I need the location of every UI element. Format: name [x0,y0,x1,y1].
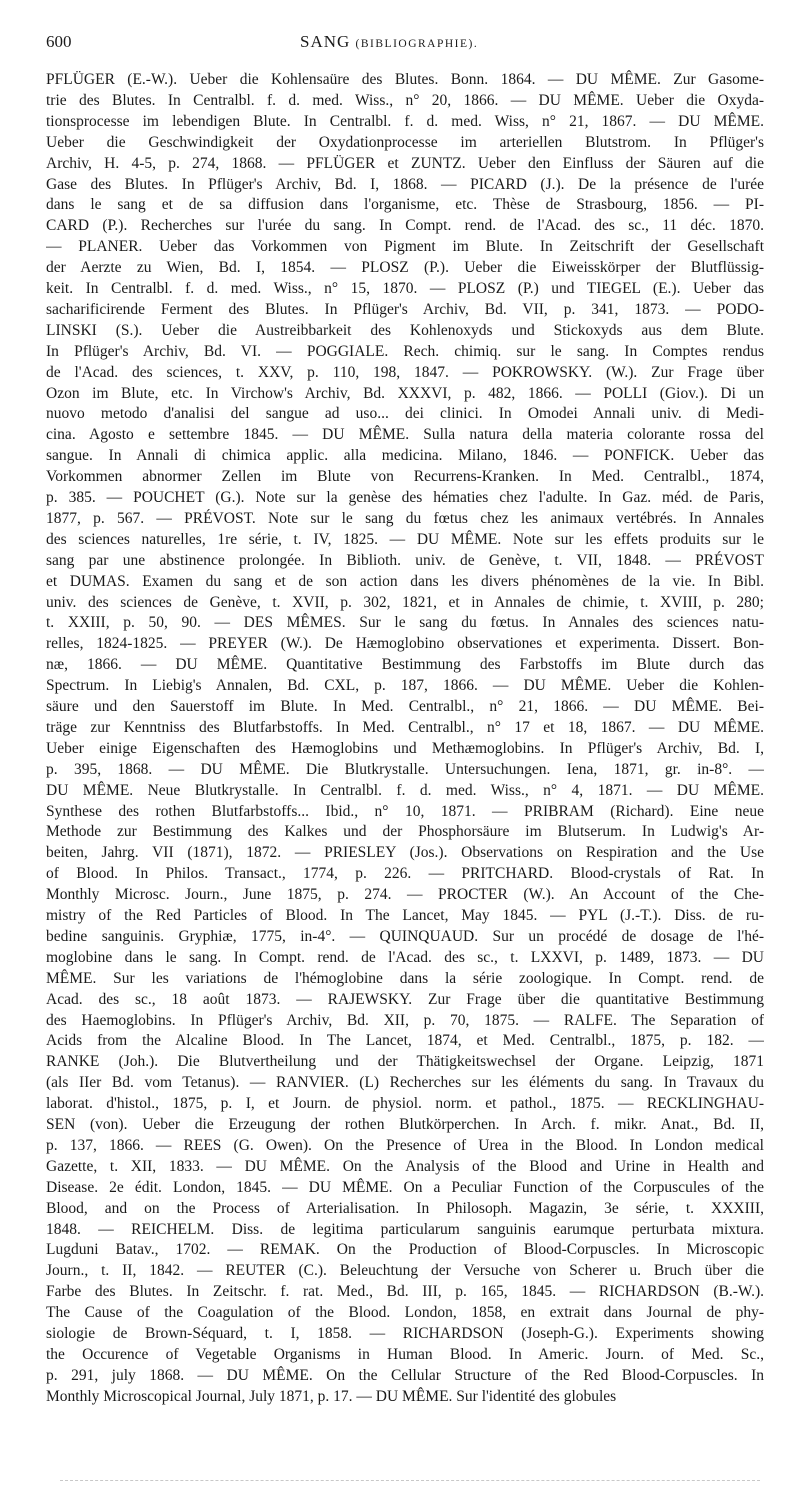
text-line: mistry of the Red Particles of Blood. In The Lancet, May 1845. — PYL (J.-T.). Diss. de ru- [46,907,764,924]
text-line: The Cause of the Coagulation of the Blood. London, 1858, en extrait dans Journal de phy- [46,1304,764,1322]
text-line: t. XXIII, p. 50, 90. — DES MÊMES. Sur le sang du fœtus. In Annales des sciences natu- [46,614,764,632]
text-line: Methode zur Bestimmung des Kalkes und der Phosphorsäure im Blutserum. In Ludwig's Ar- [46,823,764,841]
running-head-subtitle: (BIBLIOGRAPHIE). [355,38,479,50]
page-number: 600 [46,32,72,51]
text-line: PFLÜGER (E.-W.). Ueber die Kohlensaüre des Blutes. Bonn. 1864. — DU MÊME. Zur Gasome- [46,71,764,88]
text-line: DU MÊME. Neue Blutkrystalle. In Centralbl. f. d. med. Wiss., n° 4, 1871. — DU MÊME. [46,781,764,799]
text-line: Monthly Microsc. Journ., June 1875, p. 274. — PROCTER (W.). An Account of the Che- [46,886,764,904]
text-line: p. 395, 1868. — DU MÊME. Die Blutkrystalle. Untersuchungen. Iena, 1871, gr. in-8°. — [46,760,764,778]
text-line: sacharificirende Ferment des Blutes. In Pflüger's Archiv, Bd. VII, p. 341, 1873. — PODO- [46,300,764,318]
text-line: dans le sang et de sa diffusion dans l'organisme, etc. Thèse de Strasbourg, 1856. — PI- [46,196,764,214]
text-line: der Aerzte zu Wien, Bd. I, 1854. — PLOSZ (P.). Ueber die Eiweisskörper der Blutflüssig- [46,259,764,277]
text-line: the Occurence of Vegetable Organisms in Human Blood. In Americ. Journ. of Med. Sc., [46,1345,764,1363]
text-line: — PLANER. Ueber das Vorkommen von Pigment im Blute. In Zeitschrift der Gesellschaft [46,238,764,256]
text-line: RANKE (Joh.). Die Blutvertheilung und der Thätigkeitswechsel der Organe. Leipzig, 1871 [46,1053,764,1071]
text-line: Blood, and on the Process of Arterialisation. In Philosoph. Magazin, 3e série, t. XXXIII, [46,1199,764,1217]
text-line: (als IIer Bd. vom Tetanus). — RANVIER. (L) Recherches sur les éléments du sang. In Travaux du [46,1074,764,1092]
text-line: de l'Acad. des sciences, t. XXV, p. 110, 198, 1847. — POKROWSKY. (W.). Zur Frage über [46,363,764,381]
text-line: cina. Agosto e settembre 1845. — DU MÊME. Sulla natura della materia colorante rossa del [46,426,764,444]
text-line: CARD (P.). Recherches sur l'urée du sang. In Compt. rend. de l'Acad. des sc., 11 déc. 1870. [46,217,764,235]
text-line: Ueber einige Eigenschaften des Hæmoglobins und Methæmoglobins. In Pflüger's Archiv, Bd. I, [46,739,764,757]
text-line: MÊME. Sur les variations de l'hémoglobine dans la série zoologique. In Compt. rend. de [46,969,764,987]
text-line: Journ., t. II, 1842. — REUTER (C.). Beleuchtung der Versuche von Scherer u. Bruch über die [46,1262,764,1280]
text-line: bedine sanguinis. Gryphiæ, 1775, in-4°. — QUINQUAUD. Sur un procédé de dosage de l'hé- [46,927,764,945]
text-line: sang par une abstinence prolongée. In Biblioth. univ. de Genève, t. VII, 1848. — PRÉVOST [46,551,764,569]
text-line: des Haemoglobins. In Pflüger's Archiv, Bd. XII, p. 70, 1875. — RALFE. The Separation of [46,1011,764,1029]
text-line: relles, 1824-1825. — PREYER (W.). De Hæmoglobino observationes et experimenta. Dissert. Bon- [46,635,764,653]
text-line: sangue. In Annali di chimica applic. alla medicina. Milano, 1846. — PONFICK. Ueber das [46,447,764,465]
text-line: siologie de Brown-Séquard, t. I, 1858. — RICHARDSON (Joseph-G.). Experiments showing [46,1325,764,1342]
text-line: Ozon im Blute, etc. In Virchow's Archiv, Bd. XXXVI, p. 482, 1866. — POLLI (Giov.). Di un [46,384,764,402]
text-line: säure und den Sauerstoff im Blute. In Med. Centralbl., n° 21, 1866. — DU MÊME. Bei- [46,698,764,715]
text-line: Ueber die Geschwindigkeit der Oxydationprocesse im arteriellen Blutstrom. In Pflüger's [46,133,764,151]
text-line: univ. des sciences de Genève, t. XVII, p. 302, 1821, et in Annales de chimie, t. XVIII, p. 280; [46,593,764,611]
text-line: Synthese des rothen Blutfarbstoffs... Ibid., n° 10, 1871. — PRIBRAM (Richard). Eine neue [46,802,764,820]
text-line: p. 137, 1866. — REES (G. Owen). On the Presence of Urea in the Blood. In London medical [46,1136,764,1154]
text-line: Monthly Microscopical Journal, July 1871, p. 17. — DU MÊME. Sur l'identité des globules [46,1387,617,1405]
text-line: träge zur Kenntniss des Blutfarbstoffs. In Med. Centralbl., n° 17 et 18, 1867. — DU MÊME. [46,718,764,736]
text-line: p. 291, july 1868. — DU MÊME. On the Cellular Structure of the Red Blood-Corpuscles. In [46,1366,764,1384]
text-line: Acad. des sc., 18 août 1873. — RAJEWSKY. Zur Frage über die quantitative Bestimmung [46,990,764,1008]
text-line: des sciences naturelles, 1re série, t. IV, 1825. — DU MÊME. Note sur les effets produits sur le [46,530,764,548]
text-line: keit. In Centralbl. f. d. med. Wiss., n° 15, 1870. — PLOSZ (P.) und TIEGEL (E.). Ueber das [46,280,764,297]
text-line: Archiv, H. 4-5, p. 274, 1868. — PFLÜGER et ZUNTZ. Ueber den Einfluss der Säuren auf die [46,154,764,172]
text-line: tionsprocesse im lebendigen Blute. In Centralbl. f. d. med. Wiss, n° 21, 1867. — DU MÊME. [46,112,764,130]
text-line: Acids from the Alcaline Blood. In The Lancet, 1874, et Med. Centralbl., 1875, p. 182. — [46,1032,764,1050]
text-line: et DUMAS. Examen du sang et de son action dans les divers phénomènes de la vie. In Bibl. [46,572,764,590]
text-line: næ, 1866. — DU MÊME. Quantitative Bestimmung des Farbstoffs im Blute durch das [46,656,764,674]
running-head-title: SANG [300,32,351,51]
text-line: trie des Blutes. In Centralbl. f. d. med. Wiss., n° 20, 1866. — DU MÊME. Ueber die Oxyda- [46,91,764,109]
text-line: LINSKI (S.). Ueber die Austreibbarkeit des Kohlenoxyds und Stickoxyds aus dem Blute. [46,321,764,339]
text-line: Disease. 2e édit. London, 1845. — DU MÊME. On a Peculiar Function of the Corpuscules of the [46,1178,764,1196]
text-line: Gazette, t. XII, 1833. — DU MÊME. On the Analysis of the Blood and Urine in Health and [46,1157,764,1175]
text-line: SEN (von). Ueber die Erzeugung der rothen Blutkörperchen. In Arch. f. mikr. Anat., Bd. II, [46,1116,764,1133]
text-line: Gase des Blutes. In Pflüger's Archiv, Bd. I, 1868. — PICARD (J.). De la présence de l'urée [46,175,764,193]
running-head [300,32,478,52]
text-line: moglobine dans le sang. In Compt. rend. de l'Acad. des sc., t. LXXVI, p. 1489, 1873. — DU [46,948,764,966]
text-line: Spectrum. In Liebig's Annalen, Bd. CXL, p. 187, 1866. — DU MÊME. Ueber die Kohlen- [46,677,764,695]
text-line: nuovo metodo d'analisi del sangue ad uso... dei clinici. In Omodei Annali univ. di Medi- [46,405,764,423]
bottom-rule [60,1480,760,1481]
text-line: p. 385. — POUCHET (G.). Note sur la genèse des hématies chez l'adulte. In Gaz. méd. de Paris, [46,489,764,506]
text-line: 1877, p. 567. — PRÉVOST. Note sur le sang du fœtus chez les animaux vertébrés. In Annales [46,509,764,527]
text-line: 1848. — REICHELM. Diss. de legitima particularum sanguinis earumque perturbata mixtura. [46,1220,764,1238]
text-line: beiten, Jahrg. VII (1871), 1872. — PRIESLEY (Jos.). Observations on Respiration and the Use [46,844,764,862]
text-line: In Pflüger's Archiv, Bd. VI. — POGGIALE. Rech. chimiq. sur le sang. In Comptes rendus [46,342,764,360]
text-line: Lugduni Batav., 1702. — REMAK. On the Production of Blood-Corpuscles. In Microscopic [46,1241,764,1259]
text-line: of Blood. In Philos. Transact., 1774, p. 226. — PRITCHARD. Blood-crystals of Rat. In [46,865,764,883]
text-line: Farbe des Blutes. In Zeitschr. f. rat. Med., Bd. III, p. 165, 1845. — RICHARDSON (B.-W.). [46,1283,764,1301]
text-line: laborat. d'histol., 1875, p. I, et Journ. de physiol. norm. et pathol., 1875. — RECKLINGHAU- [46,1095,764,1113]
text-line: Vorkommen abnormer Zellen im Blute von Recurrens-Kranken. In Med. Centralbl., 1874, [46,468,764,486]
